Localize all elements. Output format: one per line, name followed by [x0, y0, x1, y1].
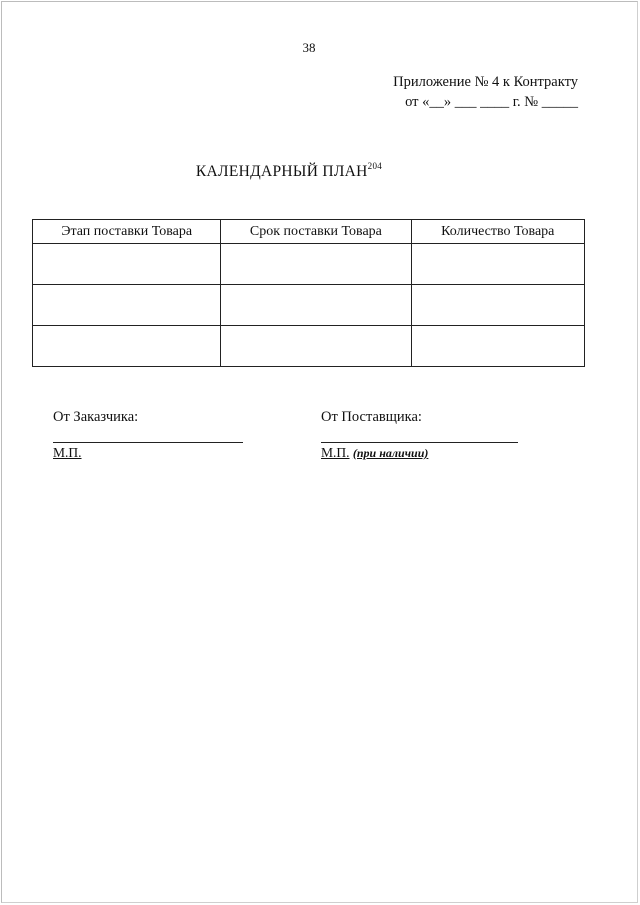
supplier-stamp-note: (при наличии): [352, 446, 429, 460]
table-cell: [33, 244, 221, 285]
supplier-label: От Поставщика:: [321, 409, 422, 425]
supplier-stamp-text: М.П.: [321, 445, 350, 460]
table-cell: [411, 326, 584, 367]
table-row: [33, 244, 585, 285]
appendix-header: [393, 72, 578, 112]
customer-stamp-text: М.П.: [53, 445, 82, 460]
table-cell: [411, 244, 584, 285]
table-cell: [411, 285, 584, 326]
calendar-plan-table: [32, 219, 585, 367]
column-header-stage: Этап поставки Товара: [33, 220, 221, 244]
table-cell: [221, 326, 411, 367]
table-cell: [221, 244, 411, 285]
customer-signature-line: [53, 442, 243, 443]
table-header-row: [33, 220, 585, 244]
column-header-deadline: Срок поставки Товара: [221, 220, 411, 244]
customer-stamp: [53, 445, 243, 461]
customer-signature-block: [53, 408, 243, 461]
supplier-stamp: [321, 445, 518, 461]
page-number: 38: [302, 40, 316, 55]
table-row: [33, 326, 585, 367]
table-cell: [221, 285, 411, 326]
table-cell: [33, 285, 221, 326]
title-footnote-ref: 204: [367, 161, 383, 171]
appendix-line-2: от «__» ___ ____ г. № _____: [405, 94, 578, 110]
table-cell: [33, 326, 221, 367]
supplier-signature-block: [321, 408, 518, 461]
appendix-line-1: Приложение № 4 к Контракту: [393, 74, 578, 90]
supplier-signature-line: [321, 442, 518, 443]
table-row: [33, 285, 585, 326]
column-header-quantity: Количество Товара: [411, 220, 584, 244]
document-title: [0, 161, 578, 181]
customer-label: От Заказчика:: [53, 409, 139, 425]
title-text: КАЛЕНДАРНЫЙ ПЛАН: [195, 163, 368, 180]
